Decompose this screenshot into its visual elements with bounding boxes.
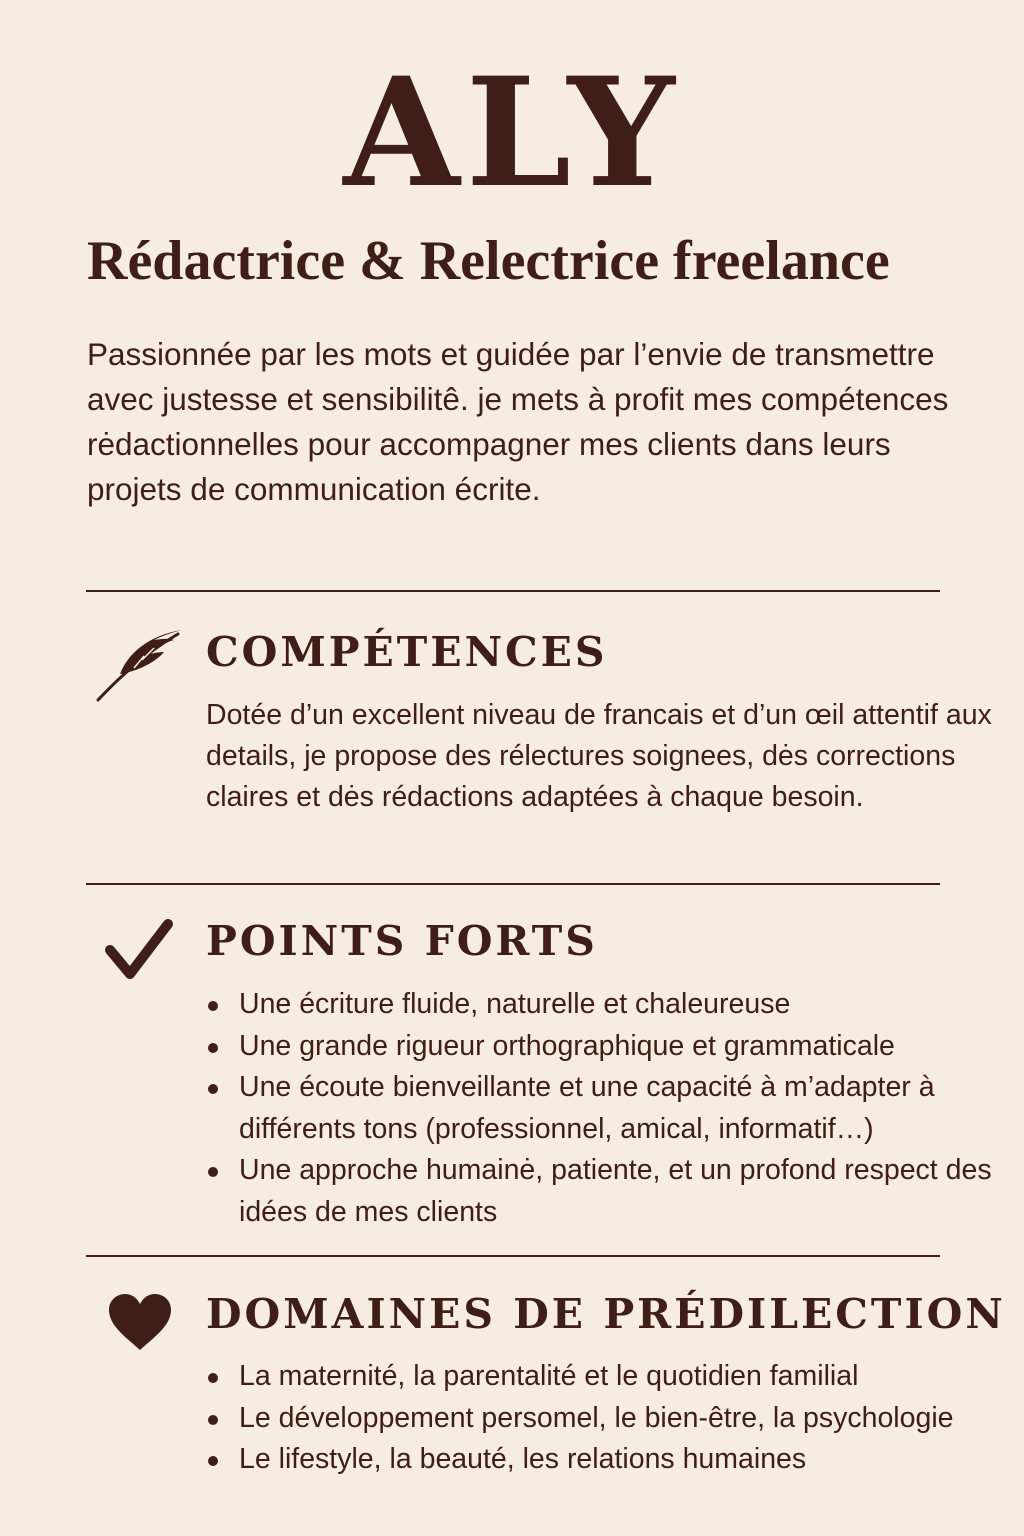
divider — [86, 1255, 940, 1257]
heart-icon — [107, 1292, 173, 1352]
points-forts-title: POINTS FORTS — [206, 917, 598, 965]
list-item: Le lifestyle, la beauté, les relations humaines — [206, 1439, 1016, 1481]
page-title: ALY — [343, 45, 681, 221]
checkmark-icon — [104, 918, 174, 982]
competences-title: COMPÉTENCES — [206, 628, 608, 676]
list-item: La maternité, la parentalité et le quotidien familial — [206, 1356, 1016, 1398]
domaines-list — [206, 1356, 1016, 1481]
divider — [86, 883, 940, 885]
domaines-title: DOMAINES DE PRÉDILECTION — [206, 1290, 1006, 1338]
list-item: Le développement persomel, le bien-être, la psychologie — [206, 1398, 1016, 1440]
points-forts-list — [206, 984, 1016, 1233]
job-title: Rédactrice & Relectrice freelance — [87, 230, 890, 292]
list-item: Une approche humainė, patiente, et un profond respect des idées de mes clients — [206, 1150, 1016, 1233]
list-item: Une écoute bienveillante et une capacité à m’adapter à différents tons (professionnel, amical, informatif…) — [206, 1067, 1016, 1150]
feather-quill-icon — [94, 626, 186, 704]
list-item: Une écriture fluide, naturelle et chaleureuse — [206, 984, 1016, 1026]
competences-text: Dotée d’un excellent niveau de francais et d’un œil attentif aux details, je propose des rélectures soignees, dės corrections claires et dės rédactions adaptées à chaque besoin. — [206, 699, 992, 813]
intro-paragraph: Passionnée par les mots et guidée par l’envie de transmettre avec justesse et sensibilitê. je mets à profit mes compétences rėdactionnelles pour accompagner mes clients dans leurs projets de communication écrite. — [87, 336, 949, 507]
divider — [86, 590, 940, 592]
list-item: Une grande rigueur orthographique et grammaticale — [206, 1026, 1016, 1068]
